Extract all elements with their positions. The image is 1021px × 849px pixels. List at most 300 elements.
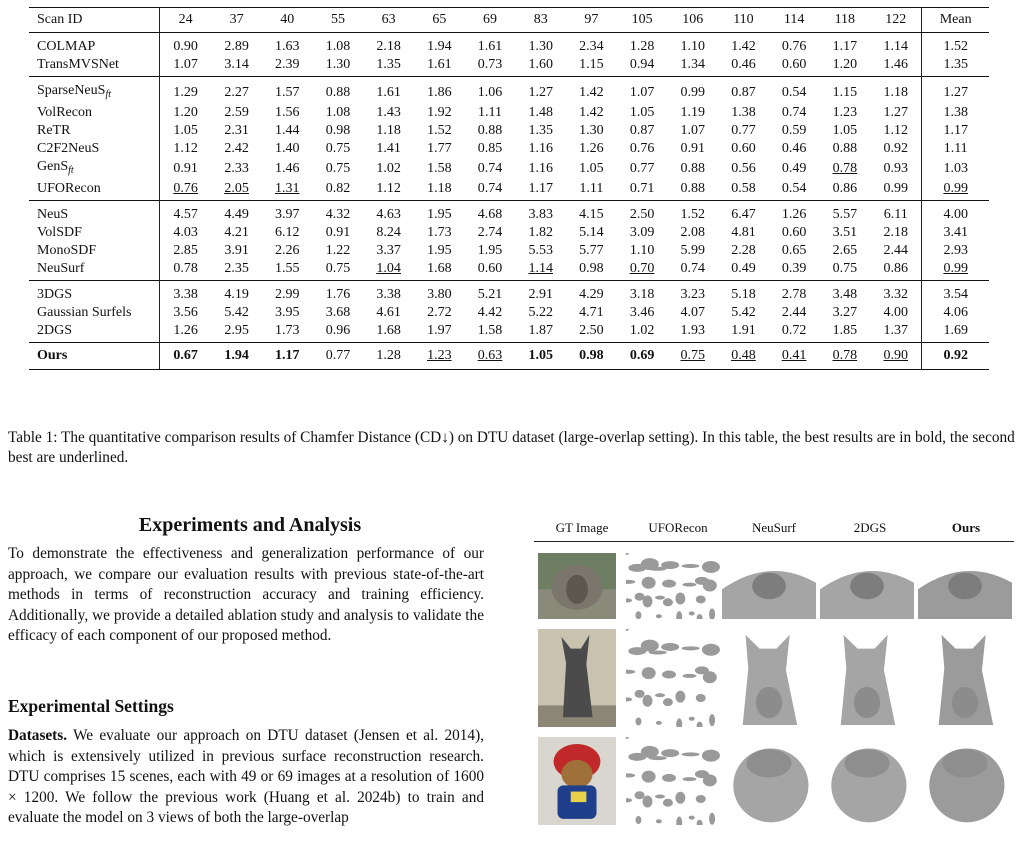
method-label: VolRecon (37, 105, 92, 120)
table-cell (819, 33, 870, 56)
table-cell (667, 303, 718, 321)
cell-value: 1.19 (680, 105, 705, 120)
table-cell (515, 321, 566, 343)
table-row (29, 103, 989, 121)
cell-value: 1.68 (376, 323, 401, 338)
table-cell (617, 33, 668, 56)
header-cell: 114 (769, 8, 820, 33)
table-cell (718, 33, 769, 56)
cell-value: 1.26 (173, 323, 198, 338)
cell-value: 1.05 (579, 161, 604, 176)
table-cell (769, 303, 820, 321)
header-cell: 24 (160, 8, 212, 33)
cell-value: 6.11 (883, 207, 908, 222)
cell-value: 1.04 (376, 261, 401, 276)
cell-value: 1.03 (943, 161, 968, 176)
cell-value: 0.39 (781, 261, 807, 276)
cell-value: 0.78 (832, 348, 858, 363)
cell-value: 1.16 (528, 161, 553, 176)
cell-value: 1.05 (528, 348, 553, 363)
cell-value: 1.26 (781, 207, 807, 222)
table-cell (922, 139, 989, 157)
table-cell (414, 139, 465, 157)
cell-value: 1.94 (427, 39, 452, 54)
cell-value: 1.30 (579, 123, 604, 138)
table-cell (870, 103, 922, 121)
cell-value: 0.88 (477, 123, 503, 138)
cell-value: 1.17 (832, 39, 858, 54)
method-name (29, 223, 160, 241)
cell-value: 0.46 (781, 141, 807, 156)
table-cell (465, 321, 516, 343)
method-name (29, 121, 160, 139)
cell-value: 1.18 (427, 181, 452, 196)
table-cell (363, 77, 414, 104)
header-cell: 105 (617, 8, 668, 33)
table-cell (718, 259, 769, 281)
table-cell (414, 179, 465, 201)
table-cell (870, 241, 922, 259)
cell-value: 1.63 (275, 39, 300, 54)
cell-value: 0.77 (731, 123, 756, 138)
table-cell (667, 33, 718, 56)
reconstruction-dog-statue (820, 629, 914, 727)
cell-value: 1.11 (943, 141, 968, 156)
table-cell (922, 303, 989, 321)
table-cell (414, 303, 465, 321)
method-subscript: ft (68, 165, 74, 176)
cell-value: 4.00 (883, 305, 909, 320)
cell-value: 1.27 (943, 85, 968, 100)
table-cell (211, 201, 262, 224)
table-cell (617, 77, 668, 104)
method-label: 3DGS (37, 287, 73, 302)
table-cell (160, 139, 212, 157)
table-cell (769, 201, 820, 224)
table-cell (819, 179, 870, 201)
mesh-image (820, 553, 914, 619)
cell-value: 0.49 (781, 161, 807, 176)
reconstruction-dog-statue (918, 629, 1012, 727)
table-cell (566, 343, 617, 370)
table-cell (922, 103, 989, 121)
table-cell (617, 55, 668, 77)
table-cell (363, 33, 414, 56)
mesh-image (626, 737, 720, 825)
table-cell (262, 223, 313, 241)
table-cell (819, 241, 870, 259)
table-cell (617, 201, 668, 224)
table-cell (313, 303, 364, 321)
table-cell (465, 259, 516, 281)
table-cell (262, 33, 313, 56)
cell-value: 0.70 (629, 261, 655, 276)
table-cell (160, 121, 212, 139)
cell-value: 1.94 (224, 348, 249, 363)
table-cell (515, 303, 566, 321)
method-name (29, 241, 160, 259)
table-cell (262, 103, 313, 121)
table-cell (515, 179, 566, 201)
column-label: NeuSurf (751, 520, 797, 535)
cell-value: 1.26 (579, 141, 604, 156)
method-label: NeuSurf (37, 261, 85, 276)
cell-value: 2.26 (275, 243, 300, 258)
table-cell (262, 241, 313, 259)
cell-value: 1.46 (275, 161, 300, 176)
cell-value: 1.58 (477, 323, 503, 338)
cell-value: 0.86 (832, 181, 858, 196)
table-cell (313, 55, 364, 77)
table-cell (769, 281, 820, 304)
method-subscript: ft (105, 89, 111, 100)
table-cell (922, 201, 989, 224)
table-cell (313, 157, 364, 179)
table-cell (313, 77, 364, 104)
cell-value: 4.21 (224, 225, 249, 240)
table-cell (363, 303, 414, 321)
cell-value: 1.52 (427, 123, 452, 138)
table-cell (515, 223, 566, 241)
cell-value: 0.58 (731, 181, 756, 196)
table-cell (718, 201, 769, 224)
table-cell (718, 157, 769, 179)
cell-value: 0.72 (781, 323, 807, 338)
table-cell (211, 55, 262, 77)
table-cell (465, 55, 516, 77)
cell-value: 2.28 (731, 243, 756, 258)
cell-value: 1.48 (528, 105, 553, 120)
reconstruction-stone-sculpture (918, 553, 1012, 619)
method-label: NeuS (37, 207, 69, 222)
datasets-lead: Datasets. (8, 727, 68, 744)
table-cell (313, 281, 364, 304)
table-cell (617, 223, 668, 241)
cell-value: 1.20 (832, 57, 858, 72)
cell-value: 2.59 (224, 105, 249, 120)
table-cell (211, 179, 262, 201)
reconstruction-dog-statue (722, 629, 816, 727)
cell-value: 0.86 (883, 261, 909, 276)
cell-value: 1.17 (943, 123, 968, 138)
table-row (29, 179, 989, 201)
cell-value: 0.90 (173, 39, 198, 54)
cell-value: 0.54 (781, 85, 807, 100)
table-cell (414, 259, 465, 281)
table-cell (160, 201, 212, 224)
cell-value: 4.49 (224, 207, 249, 222)
cell-value: 1.15 (832, 85, 858, 100)
table-cell (160, 241, 212, 259)
subsection-title: Experimental Settings (8, 696, 174, 716)
cell-value: 0.99 (883, 181, 909, 196)
cell-value: 1.35 (528, 123, 553, 138)
table-cell (667, 201, 718, 224)
cell-value: 0.63 (477, 348, 503, 363)
table-cell (769, 55, 820, 77)
cell-value: 0.76 (781, 39, 807, 54)
cell-value: 5.53 (528, 243, 553, 258)
table-cell (769, 103, 820, 121)
table-cell (414, 343, 465, 370)
table-cell (465, 201, 516, 224)
cell-value: 1.42 (579, 85, 604, 100)
cell-value: 0.75 (832, 261, 858, 276)
method-name (29, 103, 160, 121)
table-cell (262, 139, 313, 157)
cell-value: 3.32 (883, 287, 909, 302)
table-cell (922, 157, 989, 179)
cell-value: 3.80 (427, 287, 452, 302)
cell-value: 1.14 (528, 261, 553, 276)
table-cell (414, 201, 465, 224)
cell-value: 1.73 (275, 323, 300, 338)
table-cell (870, 223, 922, 241)
cell-value: 0.91 (173, 161, 198, 176)
table-cell (465, 157, 516, 179)
cell-value: 1.23 (832, 105, 858, 120)
cell-value: 1.52 (943, 39, 968, 54)
cell-value: 3.37 (376, 243, 401, 258)
table-cell (819, 201, 870, 224)
cell-value: 1.95 (427, 207, 452, 222)
cell-value: 0.60 (477, 261, 503, 276)
cell-value: 4.68 (477, 207, 503, 222)
cell-value: 0.74 (781, 105, 807, 120)
cell-value: 1.10 (629, 243, 655, 258)
table-row (29, 281, 989, 304)
cell-value: 4.07 (680, 305, 705, 320)
method-label: TransMVSNet (37, 57, 119, 72)
table-cell (922, 241, 989, 259)
cell-value: 1.35 (376, 57, 401, 72)
table-cell (262, 303, 313, 321)
table-row (29, 201, 989, 224)
cell-value: 0.88 (832, 141, 858, 156)
reconstruction-teddy-bear (820, 737, 914, 825)
table-cell (617, 179, 668, 201)
table-cell (211, 281, 262, 304)
cell-value: 2.33 (224, 161, 249, 176)
cell-value: 1.06 (477, 85, 503, 100)
cell-value: 0.91 (325, 225, 351, 240)
photo-image (538, 737, 616, 825)
cell-value: 2.05 (224, 181, 249, 196)
table-cell (870, 139, 922, 157)
reconstruction-teddy-bear (918, 737, 1012, 825)
cell-value: 1.46 (883, 57, 909, 72)
table-cell (363, 223, 414, 241)
cell-value: 2.18 (883, 225, 909, 240)
table-cell (414, 77, 465, 104)
cell-value: 1.29 (173, 85, 198, 100)
table-cell (313, 321, 364, 343)
table-cell (819, 103, 870, 121)
table-cell (211, 33, 262, 56)
table-cell (870, 121, 922, 139)
table-cell (769, 343, 820, 370)
cell-value: 0.75 (325, 141, 351, 156)
cell-value: 2.95 (224, 323, 249, 338)
table-cell (160, 223, 212, 241)
cell-value: 0.75 (325, 161, 351, 176)
cell-value: 3.48 (832, 287, 858, 302)
table-cell (566, 241, 617, 259)
table-cell (819, 321, 870, 343)
cell-value: 2.08 (680, 225, 705, 240)
table-cell (465, 281, 516, 304)
table-cell (211, 303, 262, 321)
cell-value: 1.30 (528, 39, 553, 54)
table-cell (363, 281, 414, 304)
table-cell (363, 179, 414, 201)
table-cell (515, 281, 566, 304)
cell-value: 0.77 (325, 348, 351, 363)
table-cell (465, 241, 516, 259)
cell-value: 0.99 (680, 85, 705, 100)
cell-value: 2.34 (579, 39, 604, 54)
table-cell (922, 321, 989, 343)
table-cell (160, 259, 212, 281)
cell-value: 4.57 (173, 207, 198, 222)
cell-value: 5.99 (680, 243, 705, 258)
table-cell (718, 179, 769, 201)
cell-value: 1.38 (731, 105, 756, 120)
table-cell (769, 157, 820, 179)
cell-value: 1.22 (325, 243, 351, 258)
table-cell (769, 223, 820, 241)
cell-value: 2.31 (224, 123, 249, 138)
reconstruction-teddy-bear (626, 737, 720, 825)
table-cell (566, 139, 617, 157)
cell-value: 1.02 (629, 323, 655, 338)
cell-value: 3.41 (943, 225, 968, 240)
cell-value: 2.42 (224, 141, 249, 156)
table-cell (160, 343, 212, 370)
table-cell (313, 103, 364, 121)
table-row (29, 259, 989, 281)
table-cell (617, 303, 668, 321)
cell-value: 1.60 (528, 57, 553, 72)
header-cell: 65 (414, 8, 465, 33)
section-title: Experiments and Analysis (138, 514, 362, 536)
table-cell (769, 241, 820, 259)
cell-value: 1.95 (477, 243, 503, 258)
cell-value: 2.74 (477, 225, 503, 240)
cell-value: 1.28 (629, 39, 655, 54)
cell-value: 4.15 (579, 207, 604, 222)
table-row (29, 321, 989, 343)
cell-value: 1.07 (173, 57, 198, 72)
table-cell (363, 121, 414, 139)
table-row (29, 121, 989, 139)
table-cell (566, 321, 617, 343)
cell-value: 1.69 (943, 323, 968, 338)
table-cell (819, 259, 870, 281)
cell-value: 3.14 (224, 57, 249, 72)
cell-value: 1.77 (427, 141, 452, 156)
cell-value: 1.42 (579, 105, 604, 120)
table-cell (363, 55, 414, 77)
cell-value: 3.46 (629, 305, 655, 320)
cell-value: 8.24 (376, 225, 401, 240)
cell-value: 1.93 (680, 323, 705, 338)
mesh-image (820, 737, 914, 825)
cell-value: 0.60 (731, 141, 756, 156)
method-name (29, 303, 160, 321)
table-cell (211, 103, 262, 121)
method-label: 2DGS (37, 323, 73, 338)
table-cell (819, 55, 870, 77)
cell-value: 0.75 (325, 261, 351, 276)
table-cell (566, 33, 617, 56)
table-cell (566, 201, 617, 224)
cell-value: 0.65 (781, 243, 807, 258)
table-cell (211, 157, 262, 179)
table-cell (667, 77, 718, 104)
table-cell (922, 259, 989, 281)
cell-value: 0.67 (173, 348, 198, 363)
cell-value: 0.96 (325, 323, 351, 338)
cell-value: 0.99 (943, 261, 968, 276)
table-cell (313, 259, 364, 281)
cell-value: 3.97 (275, 207, 300, 222)
cell-value: 1.28 (376, 348, 401, 363)
cell-value: 3.09 (629, 225, 655, 240)
cell-value: 0.98 (579, 348, 604, 363)
cell-value: 5.21 (477, 287, 503, 302)
table-cell (160, 179, 212, 201)
table-cell (617, 281, 668, 304)
table-cell (922, 121, 989, 139)
table-cell (211, 223, 262, 241)
cell-value: 1.12 (883, 123, 909, 138)
table-cell (313, 33, 364, 56)
table-cell (465, 103, 516, 121)
table-cell (667, 121, 718, 139)
cell-value: 3.56 (173, 305, 198, 320)
table-row (29, 77, 989, 104)
table-cell (465, 77, 516, 104)
table-cell (870, 321, 922, 343)
table-row (29, 223, 989, 241)
table-cell (262, 77, 313, 104)
cell-value: 1.85 (832, 323, 858, 338)
cell-value: 1.08 (325, 105, 351, 120)
cell-value: 2.39 (275, 57, 300, 72)
table-cell (262, 281, 313, 304)
cell-value: 1.52 (680, 207, 705, 222)
table-cell (617, 139, 668, 157)
cell-value: 1.86 (427, 85, 452, 100)
table-cell (211, 259, 262, 281)
table-cell (262, 179, 313, 201)
cell-value: 1.87 (528, 323, 553, 338)
table-cell (870, 55, 922, 77)
intro-paragraph: To demonstrate the effectiveness and generalization performance of our approach, we compare our evaluation results with previous state-of-the-art methods in terms of reconstruction accuracy and training efficiency. Additionally, we provide a detailed ablation study and analysis to validate the efficacy of each component of our proposed method. (8, 545, 484, 644)
cell-value: 0.73 (477, 57, 503, 72)
table-cell (566, 259, 617, 281)
table-cell (465, 343, 516, 370)
table-cell (211, 139, 262, 157)
method-name (29, 343, 160, 370)
reconstruction-stone-sculpture (722, 553, 816, 619)
table-cell (769, 77, 820, 104)
cell-value: 1.61 (376, 85, 401, 100)
cell-value: 1.37 (883, 323, 909, 338)
header-cell: 63 (363, 8, 414, 33)
cell-value: 1.34 (680, 57, 705, 72)
